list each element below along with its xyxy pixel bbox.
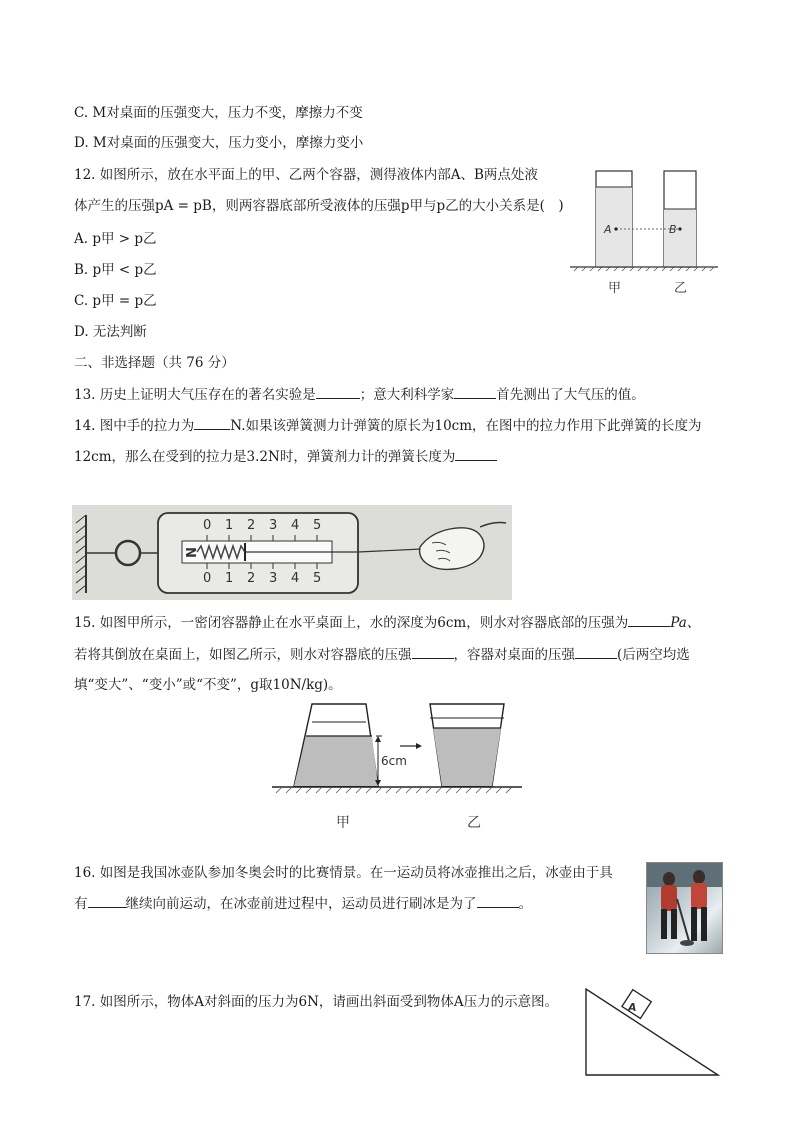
q11-option-c: C. M对桌面的压强变大，压力不变，摩擦力不变 xyxy=(74,105,363,121)
q14-text-line1 xyxy=(74,415,702,436)
q13-part3: 首先测出了大气压的值。 xyxy=(496,387,645,403)
tick-label-bottom-3: 3 xyxy=(269,571,278,586)
tick-label-bottom-5: 5 xyxy=(313,571,322,586)
q16-part2a: 有 xyxy=(74,896,88,912)
tick-label-3: 3 xyxy=(269,518,278,533)
tick-label-bottom-4: 4 xyxy=(291,571,300,586)
q16-text-line1: 16. 如图是我国冰壶队参加冬奥会时的比赛情景。在一运动员将冰壶推出之后，冰壶由于具 xyxy=(74,865,613,881)
block-a-label: A xyxy=(628,1001,637,1014)
container-yi-caption: 乙 xyxy=(674,281,688,296)
q14-part1: 14. 图中手的拉力为 xyxy=(74,418,195,434)
q16-text-line2 xyxy=(74,893,532,914)
q12-option-d: D. 无法判断 xyxy=(74,324,147,340)
q16-part2b: 继续向前运动，在冰壶前进过程中，运动员进行刷冰是为了 xyxy=(125,896,477,912)
q12-option-c: C. p甲 = p乙 xyxy=(74,293,157,309)
q14-blank-2[interactable] xyxy=(455,446,497,461)
q12-stem-line2: 体产生的压强pA = pB，则两容器底部所受液体的压强p甲与p乙的大小关系是( ) xyxy=(74,198,564,214)
scale-unit-label: N xyxy=(181,547,197,558)
q15-line2c: (后两空均选 xyxy=(617,647,690,663)
q11-option-d: D. M对桌面的压强变大，压力变小，摩擦力变小 xyxy=(74,135,364,151)
q15-blank-3[interactable] xyxy=(575,644,617,659)
q13-text xyxy=(74,384,645,405)
q13-blank-1[interactable] xyxy=(316,384,360,399)
q15-text-line3: 填“变大”、“变小”或“不变”，g取10N/kg)。 xyxy=(74,677,342,693)
tick-label-bottom-0: 0 xyxy=(203,571,212,586)
figure-yi-caption: 乙 xyxy=(467,815,481,831)
figure-jia-caption: 甲 xyxy=(336,815,350,831)
incline-figure xyxy=(582,985,724,1080)
q15-part2: Pa、 xyxy=(670,615,701,631)
container-jia-caption: 甲 xyxy=(608,281,622,296)
depth-label: 6cm xyxy=(381,754,407,768)
q13-part2: ；意大利科学家 xyxy=(359,387,455,403)
q15-blank-2[interactable] xyxy=(412,644,454,659)
tick-label-2: 2 xyxy=(247,518,256,533)
point-b-label: B xyxy=(669,223,677,236)
q15-blank-1[interactable] xyxy=(628,612,670,627)
q12-option-b: B. p甲 < p乙 xyxy=(74,262,157,278)
q15-container-figure xyxy=(270,700,530,835)
q15-line2b: ，容器对桌面的压强 xyxy=(453,647,575,663)
q15-text-line1 xyxy=(74,612,700,633)
tick-label-1: 1 xyxy=(225,518,234,533)
section-heading: 二、非选择题（共 76 分） xyxy=(74,355,235,371)
q14-blank-1[interactable] xyxy=(194,415,230,430)
tick-label-bottom-2: 2 xyxy=(247,571,256,586)
tick-label-0: 0 xyxy=(203,518,212,533)
q14-text-line2 xyxy=(74,446,497,467)
q15-part1: 15. 如图甲所示，一密闭容器静止在水平桌面上，水的深度为6cm，则水对容器底部的压强为 xyxy=(74,615,629,631)
tick-label-5: 5 xyxy=(313,518,322,533)
spring-scale-figure xyxy=(72,505,512,600)
q14-part2: N.如果该弹簧测力计弹簧的原长为10cm，在图中的拉力作用下此弹簧的长度为 xyxy=(230,418,702,434)
q12-option-a: A. p甲 > p乙 xyxy=(74,231,157,247)
q15-text-line2 xyxy=(74,644,690,665)
curling-photo xyxy=(646,862,723,954)
tick-label-bottom-1: 1 xyxy=(225,571,234,586)
q14-line2: 12cm，那么在受到的拉力是3.2N时，弹簧剂力计的弹簧长度为 xyxy=(74,449,456,465)
q15-line2a: 若将其倒放在桌面上，如图乙所示，则水对容器底的压强 xyxy=(74,647,412,663)
point-a-label: A xyxy=(604,223,612,236)
q13-blank-2[interactable] xyxy=(454,384,496,399)
tick-label-4: 4 xyxy=(291,518,300,533)
q17-text: 17. 如图所示，物体A对斜面的压力为6N，请画出斜面受到物体A压力的示意图。 xyxy=(74,994,559,1010)
q16-blank-2[interactable] xyxy=(477,893,519,908)
q12-containers-figure xyxy=(568,165,728,300)
q12-stem-line1: 12. 如图所示，放在水平面上的甲、乙两个容器，测得液体内部A、B两点处液 xyxy=(74,167,538,183)
q16-part2c: 。 xyxy=(518,896,532,912)
q13-part1: 13. 历史上证明大气压存在的著名实验是 xyxy=(74,387,316,403)
q16-blank-1[interactable] xyxy=(88,893,126,908)
